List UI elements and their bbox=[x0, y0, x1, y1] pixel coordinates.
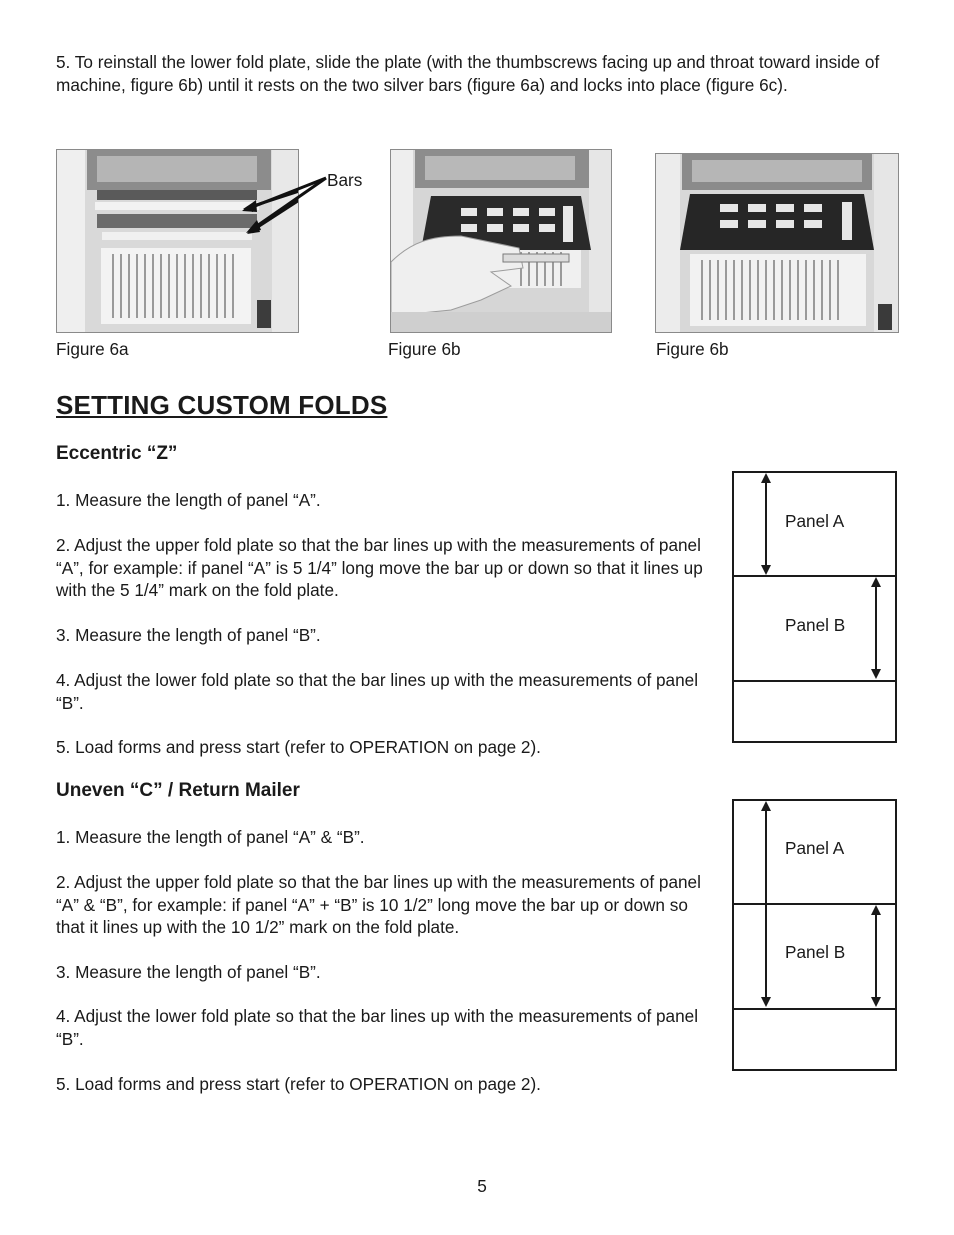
eccentric-z-step-1: 1. Measure the length of panel “A”. bbox=[56, 490, 321, 510]
eccentric-z-heading: Eccentric “Z” bbox=[56, 443, 178, 464]
uneven-c-heading: Uneven “C” / Return Mailer bbox=[56, 780, 300, 801]
uneven-c-step-2: 2. Adjust the upper fold plate so that the bar lines up with the measurements of panel “A” & “B”, for example: if panel “A” + “B” is 10 1/2” long move the bar up or down so that it lines up with the 10 1/2” mark on the fold plate. bbox=[56, 872, 701, 937]
uneven-c-step-5: 5. Load forms and press start (refer to OPERATION on page 2). bbox=[56, 1074, 541, 1094]
eccentric-z-panel-diagram bbox=[732, 471, 897, 743]
figure-6c-photo bbox=[655, 153, 899, 333]
bars-pointer-arrows bbox=[240, 170, 330, 240]
uneven-c-panel-diagram bbox=[732, 799, 897, 1071]
uneven-c-step-4: 4. Adjust the lower fold plate so that the bar lines up with the measurements of panel “B”. bbox=[56, 1006, 699, 1049]
eccentric-z-step-3: 3. Measure the length of panel “B”. bbox=[56, 625, 321, 645]
figure-6c-caption: Figure 6b bbox=[656, 339, 729, 359]
eccentric-z-step-5: 5. Load forms and press start (refer to OPERATION on page 2). bbox=[56, 737, 541, 757]
uneven-c-step-1: 1. Measure the length of panel “A” & “B”. bbox=[56, 827, 365, 847]
intro-paragraph: 5. To reinstall the lower fold plate, slide the plate (with the thumbscrews facing up and throat toward inside of machine, figure 6b) until it rests on the two silver bars (figure 6a) and locks into place (figure 6c). bbox=[56, 52, 880, 95]
eccentric-z-step-2: 2. Adjust the upper fold plate so that the bar lines up with the measurements of panel “A”, for example: if panel “A” is 5 1/4” long move the bar up or down so that it lines up with the 5 1/4” mark on the fold plate. bbox=[56, 535, 703, 600]
uneven-c-step-3: 3. Measure the length of panel “B”. bbox=[56, 962, 321, 982]
figure-6b-photo bbox=[390, 149, 612, 333]
page-number: 5 bbox=[477, 1176, 487, 1196]
panel-b-label: Panel B bbox=[785, 942, 846, 962]
panel-a-label: Panel A bbox=[785, 511, 845, 531]
bars-label: Bars bbox=[327, 170, 363, 190]
eccentric-z-step-4: 4. Adjust the lower fold plate so that the bar lines up with the measurements of panel “B”. bbox=[56, 670, 699, 713]
panel-b-label: Panel B bbox=[785, 615, 846, 635]
section-title: SETTING CUSTOM FOLDS bbox=[56, 390, 388, 420]
panel-a-label: Panel A bbox=[785, 838, 845, 858]
figure-6a-caption: Figure 6a bbox=[56, 339, 129, 359]
figure-6b-caption: Figure 6b bbox=[388, 339, 461, 359]
